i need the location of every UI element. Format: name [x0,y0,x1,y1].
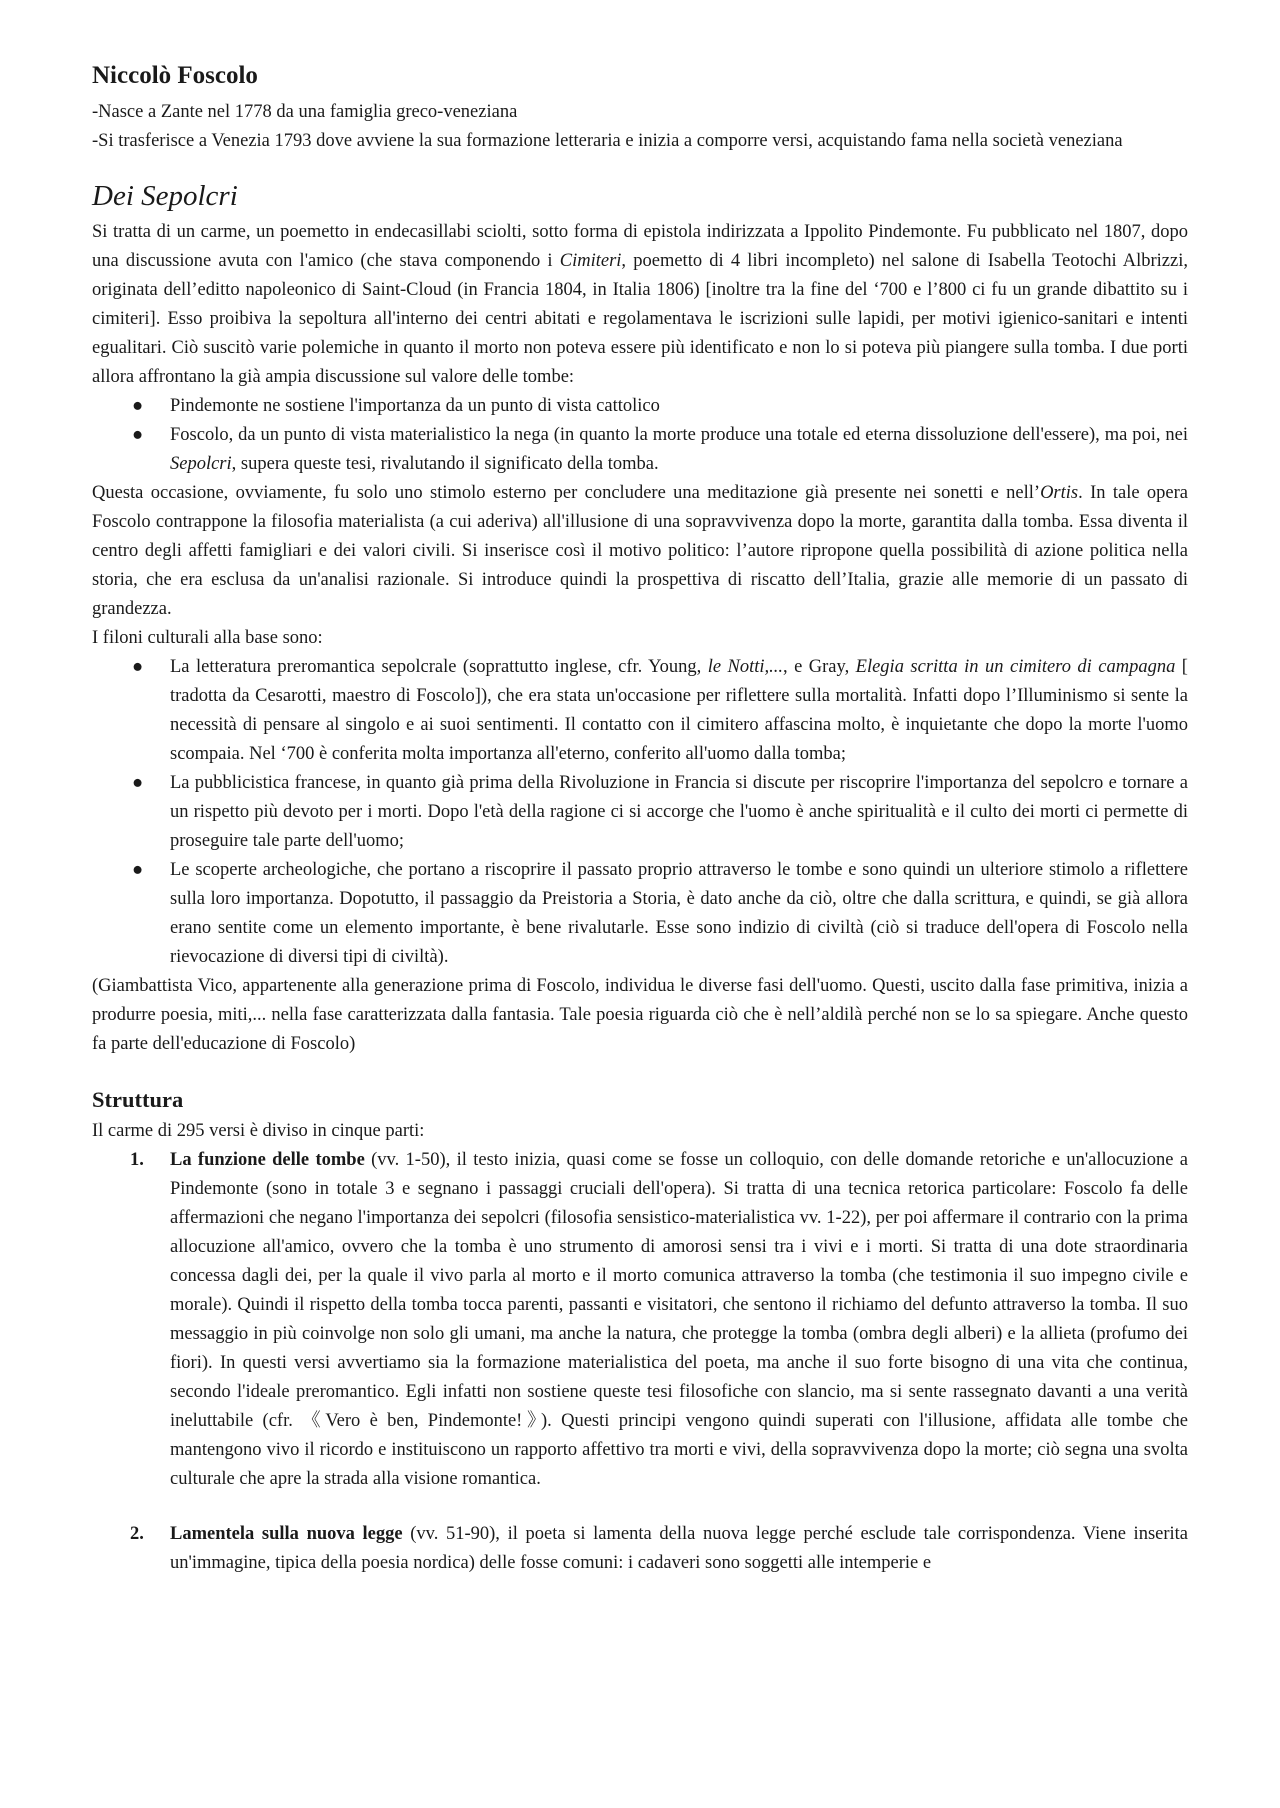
list-item [92,653,1188,769]
section-heading-struttura: Struttura [92,1087,184,1112]
list-item [92,421,1188,479]
text-run: La pubblicistica francese, in quanto già prima della Rivoluzione in Francia si discute per riscoprire l'importanza del sepolcro e tornare a un rispetto più devoto per i morti. Dopo l'età della ragione ci si accorge che l'uomo è anche spiritualità e il culto dei morti ci permette di proseguire tale parte dell'uomo; [170,773,1188,851]
bullet-icon: ● [132,657,144,677]
italic-run: Cimiteri [559,251,622,271]
paragraph [92,479,1188,624]
text-run: (vv. 1-50), il testo inizia, quasi come se fosse un colloquio, con delle domande retoriche e un'allocuzione a Pindemonte (sono in totale 3 e segnano i passaggi cruciali dell'opera). Si tratta di una tecnica retorica particolare: Foscolo fa delle affermazioni che negano l'importanza dei sepolcri (filosofia sensistico-materialistica vv. 1-22), per poi affermare il contrario con la prima allocuzione all'amico, ovvero che la tomba è uno strumento di amorosi sensi tra i vivi e i morti. Si tratta di una dote straordinaria concessa dagli dei, per la quale il vivo parla al morto e il morto comunica attraverso la tomba (che testimonia il suo impegno civile e morale). Quindi il rispetto della tomba tocca parenti, passanti e visitatori, che sentono il richiamo del defunto attraverso la tomba. Il suo messaggio in più coinvolge non solo gli umani, ma anche la natura, che protegge la tomba (ombra degli alberi) e la allieta (profumo dei fiori). In questi versi avvertiamo sia la formazione materialistica del poeta, ma anche il suo forte bisogno di una vita che continua, secondo l'ideale preromantico. Egli infatti non sostiene queste tesi filosofiche con slancio, ma si sente rassegnato davanti a una verità ineluttabile (cfr. 《Vero è ben, Pindemonte!》). Questi principi vengono quindi superati con l'illusione, affidata alle tombe che mantengono vivo il ricordo e instituiscono un rapporto affettivo tra morti e vivi, della sopravvivenza dopo la morte; ciò segna una svolta culturale che apre la strada alla visione romantica. [170,1150,1188,1489]
bullet-icon: ● [132,396,144,416]
italic-run: Sepolcri [170,454,232,474]
intro-line: -Si trasferisce a Venezia 1793 dove avviene la sua formazione letteraria e inizia a comporre versi, acquistando fama nella società veneziana [92,131,1123,151]
list-item [92,392,1188,421]
text-run: , e Gray, [783,657,856,677]
text-run: Le scoperte archeologiche, che portano a riscoprire il passato proprio attraverso le tombe e sono quindi un ulteriore stimolo a riflettere sulla loro importanza. Dopotutto, il passaggio da Preistoria a Storia, è dato anche da ciò, oltre che dalla scrittura, e quindi, se già allora erano sentite come un elemento importante, è bene rivalutarle. Esse sono indizio di civiltà (ciò si traduce dell'opera di Foscolo nella rievocazione di diversi tipi di civiltà). [170,860,1188,967]
bold-run: Lamentela sulla nuova legge [170,1524,403,1544]
bold-run: La funzione delle tombe [170,1150,365,1170]
numbered-list [92,1146,1188,1578]
list-item [92,856,1188,972]
bullet-icon: ● [132,773,144,793]
list-item [92,1520,1188,1578]
list-item [92,769,1188,856]
text-run: , poemetto di 4 libri incompleto) nel salone di Isabella Teotochi Albrizzi, originata dell’editto napoleonico di Saint-Cloud (in Francia 1804, in Italia 1806) [inoltre tra la fine del ‘700 e l’800 ci fu un grande dibattito su i cimiteri]. Esso proibiva la sepoltura all'interno dei centri abitati e regolamentava le iscrizioni sulle lapidi, per motivi igienico-sanitari e intenti egualitari. Ciò suscitò varie polemiche in quanto il morto non poteva essere più identificato e non lo si poteva più piangere sulla tomba. I due porti allora affrontano la già ampia discussione sul valore delle tombe: [92,251,1188,387]
paragraph: Il carme di 295 versi è diviso in cinque parti: [92,1121,425,1141]
paragraph: I filoni culturali alla base sono: [92,628,323,648]
page-title: Niccolò Foscolo [92,62,258,89]
paragraph: (Giambattista Vico, appartenente alla generazione prima di Foscolo, individua le diverse fasi dell'uomo. Questi, uscito dalla fase primitiva, inizia a produrre poesia, miti,... nella fase caratterizzata dalla fantasia. Tale poesia riguarda ciò che è nell’aldilà perché non se lo sa spiegare. Anche questo fa parte dell'educazione di Foscolo) [92,976,1188,1054]
text-run: Pindemonte ne sostiene l'importanza da un punto di vista cattolico [170,396,660,416]
list-number: 1. [130,1150,144,1170]
intro-line: -Nasce a Zante nel 1778 da una famiglia greco-veneziana [92,102,518,122]
text-run: Questa occasione, ovviamente, fu solo uno stimolo esterno per concludere una meditazione già presente nei sonetti e nell’ [92,483,1041,503]
text-run: , supera queste tesi, rivalutando il significato della tomba. [231,454,659,474]
section-heading-sepolcri: Dei Sepolcri [92,180,238,212]
bullet-icon: ● [132,425,144,445]
text-run: La letteratura preromantica sepolcrale (soprattutto inglese, cfr. Young, [170,657,708,677]
italic-run: Elegia scritta in un cimitero di campagna [855,657,1176,677]
text-run: Foscolo, da un punto di vista materialistico la nega (in quanto la morte produce una totale ed eterna dissoluzione dell'essere), ma poi, nei [170,425,1188,445]
bullet-list [92,653,1188,972]
italic-run: Ortis [1040,483,1079,503]
text-run: . In tale opera Foscolo contrappone la filosofia materialista (a cui aderiva) all'illusione di una sopravvivenza dopo la morte, garantita dalla tomba. Essa diventa il centro degli affetti famigliari e dei valori civili. Si inserisce così il motivo politico: l’autore ripropone quella possibilità di azione politica nella storia, che era esclusa da un'analisi razionale. Si introduce quindi la prospettiva di riscatto dell’Italia, grazie alle memorie di un passato di grandezza. [92,483,1189,619]
paragraph [92,218,1188,392]
list-number: 2. [130,1524,144,1544]
bullet-icon: ● [132,860,144,880]
text-run: Si tratta di un carme, un poemetto in endecasillabi sciolti, sotto forma di epistola indirizzata a Ippolito Pindemonte. Fu pubblicato nel 1807, dopo una discussione avuta con l'amico (che stava componendo i [92,222,1188,271]
text-run: [ tradotta da Cesarotti, maestro di Foscolo]), che era stata un'occasione per riflettere sulla mortalità. Infatti dopo l’Illuminismo si sente la necessità di pensare al singolo e ai suoi sentimenti. Il contatto con il cimitero affascina molto, è inquietante che dopo la morte l'uomo scompaia. Nel ‘700 è conferita molta importanza all'eterno, conferito all'uomo dalla tomba; [170,657,1188,764]
list-item [92,1146,1188,1494]
intro-block [92,98,1188,156]
italic-run: le Notti,... [707,657,784,677]
bullet-list [92,392,1188,479]
text-run: (vv. 51-90), il poeta si lamenta della nuova legge perché esclude tale corrispondenza. Viene inserita un'immagine, tipica della poesia nordica) delle fosse comuni: i cadaveri sono soggetti alle intemperie e [170,1524,1189,1573]
